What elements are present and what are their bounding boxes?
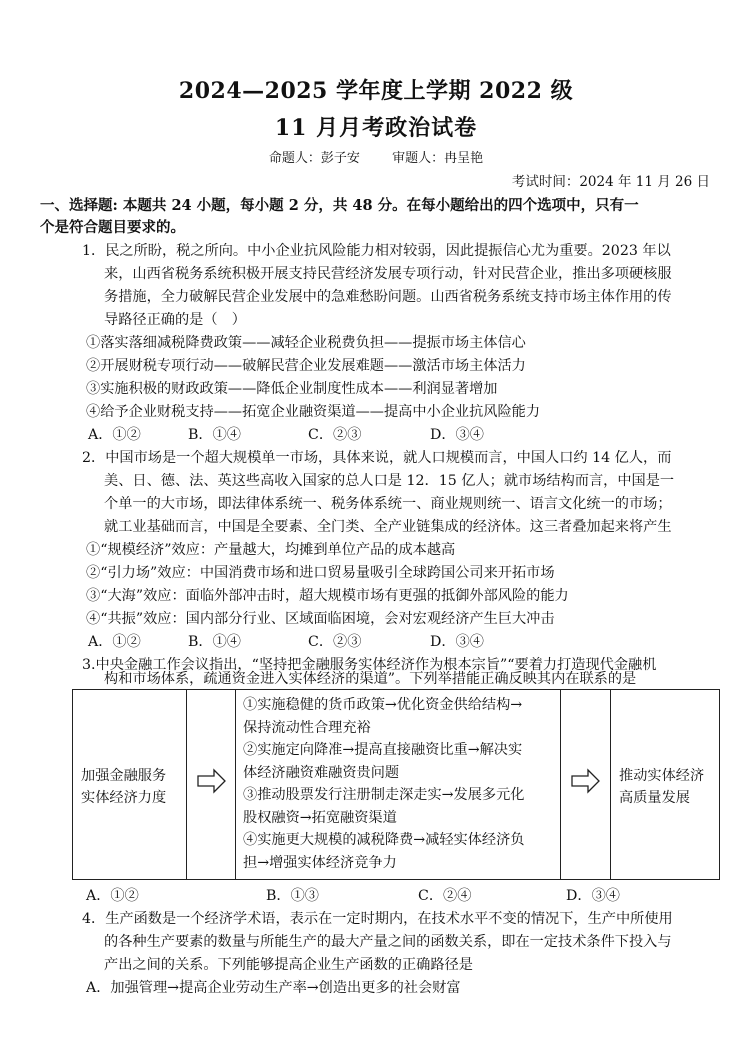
table-middle-line: 体经济融资难融资贵问题	[243, 764, 400, 781]
q1-item: ③实施积极的财政政策——降低企业制度性成本——利润显著增加	[86, 381, 498, 397]
table-middle-line: ①实施稳健的货币政策→优化资金供给结构→	[243, 697, 523, 713]
q3-option-d: D．③④	[566, 888, 620, 904]
q1-item: ②开展财税专项行动——破解民营企业发展难题——激活市场主体活力	[86, 358, 526, 374]
table-middle-line: 股权融资→拓宽融资渠道	[243, 809, 397, 826]
q1-item: ④给予企业财税支持——拓宽企业融资渠道——提高中小企业抗风险能力	[86, 404, 541, 420]
exam-time: 考试时间：2024 年 11 月 26 日	[511, 174, 710, 190]
q2-stem-line: 个单一的大市场，即法律体系统一、税务体系统一、商业规则统一、语言文化统一的市场；	[104, 496, 672, 512]
reviewer: 审题人：冉呈艳	[392, 151, 484, 166]
q1-option-d: D．③④	[430, 427, 484, 443]
table-middle-line: 保持流动性合理充裕	[243, 719, 371, 736]
q4-stem-line: 产出之间的关系。下列能够提高企业生产函数的正确路径是	[104, 957, 473, 973]
q1-option-c: C．②③	[308, 427, 362, 443]
author: 命题人：彭子安	[268, 151, 360, 166]
section-heading: 一、选择题: 本题共 24 小题，每小题 2 分，共 48 分。在每小题给出的四个选项中，只有一	[40, 197, 639, 214]
table-middle-cell	[243, 694, 524, 874]
q3-option-c: C．②④	[418, 888, 472, 904]
table-left-line: 实体经济力度	[81, 790, 167, 806]
table-left-line: 加强金融服务	[81, 768, 167, 784]
table-right-line: 高质量发展	[619, 790, 690, 806]
q2-option-c: C．②③	[308, 634, 362, 650]
q2-item: ④“共振”效应：国内部分行业、区域面临困境，会对宏观经济产生巨大冲击	[86, 611, 555, 627]
q2-option-d: D．③④	[430, 634, 484, 650]
q3-flow-table	[72, 689, 720, 880]
q1-stem-line: 1．民之所盼，税之所向。中小企业抗风险能力相对较弱，因此提振信心尤为重要。2023 年以	[82, 243, 671, 259]
q2-option-a: A．①②	[88, 634, 141, 650]
q2-stem-line: 美、日、德、法、英这些高收入国家的总人口是 12．15 亿人；就市场结构而言，中国是一	[104, 473, 675, 489]
q1-item: ①落实落细减税降费政策——减轻企业税费负担——提振市场主体信心	[86, 335, 526, 351]
section-heading-cont: 个是符合题目要求的。	[40, 219, 185, 236]
q4-stem-line: 4．生产函数是一个经济学术语，表示在一定时期内，在技术水平不变的情况下，生产中所使用	[82, 911, 673, 927]
table-left-cell	[81, 765, 166, 809]
author-line	[0, 147, 752, 166]
right-arrow-icon	[197, 768, 227, 794]
q2-item: ①“规模经济”效应：产量越大，均摊到单位产品的成本越高	[86, 542, 456, 558]
table-middle-line: ④实施更大规模的减税降费→减轻实体经济负	[243, 832, 525, 848]
table-divider	[186, 690, 187, 879]
table-middle-line: ③推动股票发行注册制走深走实→发展多元化	[243, 787, 525, 803]
table-right-line: 推动实体经济	[619, 768, 705, 784]
q3-stem-line: 3.中央金融工作会议指出，“坚持把金融服务实体经济作为根本宗旨”“要着力打造现代金融机	[82, 657, 657, 673]
table-divider	[610, 690, 611, 879]
q3-stem-line: 构和市场体系，疏通资金进入实体经济的渠道”。下列举措能正确反映其内在联系的是	[104, 671, 637, 687]
table-divider	[560, 690, 561, 879]
q2-item: ③“大海”效应：面临外部冲击时，超大规模市场有更强的抵御外部风险的能力	[86, 588, 569, 604]
q1-stem-line: 务措施，全力破解民营企业发展中的急难愁盼问题。山西省税务系统支持市场主体作用的传	[104, 289, 672, 305]
q3-option-b: B．①③	[266, 888, 319, 904]
table-divider	[235, 690, 236, 879]
q2-option-b: B．①④	[188, 634, 241, 650]
q2-stem-line: 就工业基础而言，中国是全要素、全门类、全产业链集成的经济体。这三者叠加起来将产生	[104, 519, 672, 535]
q2-stem-line: 2．中国市场是一个超大规模单一市场，具体来说，就人口规模而言，中国人口约 14 亿人，而	[82, 450, 672, 466]
exam-title: 2024—2025 学年度上学期 2022 级	[178, 78, 574, 104]
q2-item: ②“引力场”效应：中国消费市场和进口贸易量吸引全球跨国公司来开拓市场	[86, 565, 555, 581]
right-arrow-icon	[571, 768, 601, 794]
table-middle-line: 担→增强实体经济竞争力	[243, 854, 397, 871]
q1-option-a: A．①②	[88, 427, 141, 443]
table-middle-line: ②实施定向降准→提高直接融资比重→解决实	[243, 742, 523, 758]
q4-option-a: A．加强管理→提高企业劳动生产率→创造出更多的社会财富	[86, 980, 461, 996]
q1-stem-line: 导路径正确的是（ ）	[104, 312, 246, 328]
q3-option-a: A．①②	[86, 888, 139, 904]
table-right-cell	[619, 765, 704, 809]
q1-stem-line: 来，山西省税务系统积极开展支持民营经济发展专项行动，针对民营企业，推出多项硬核服	[104, 266, 672, 282]
exam-subtitle: 11 月月考政治试卷	[274, 115, 478, 141]
q4-stem-line: 的各种生产要素的数量与所能生产的最大产量之间的函数关系，即在一定技术条件下投入与	[104, 934, 672, 950]
q1-option-b: B．①④	[188, 427, 241, 443]
